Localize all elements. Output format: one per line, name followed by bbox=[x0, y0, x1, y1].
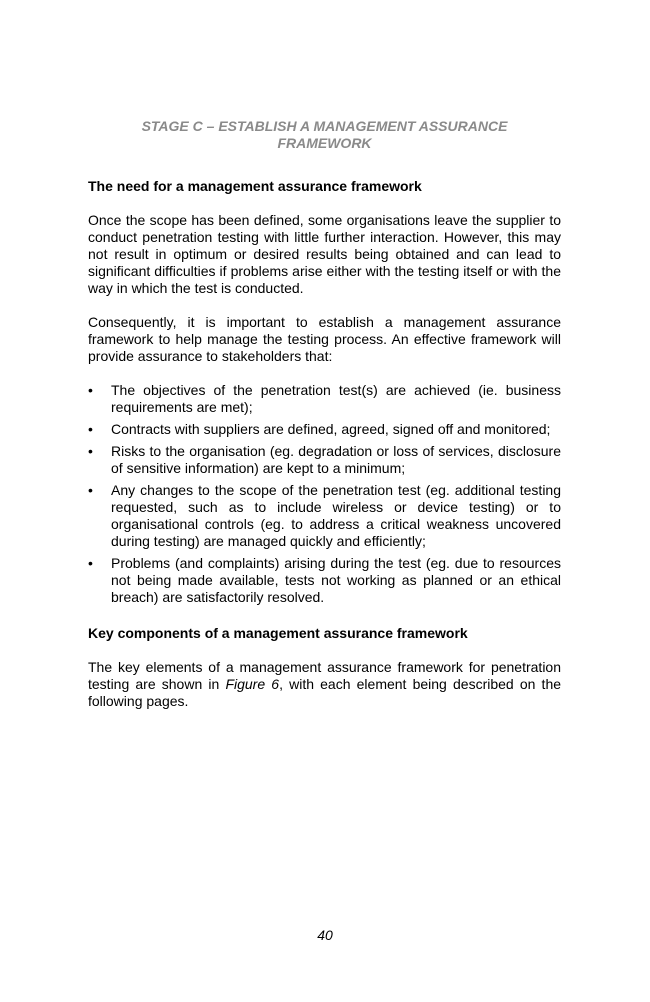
figure-reference: Figure 6 bbox=[225, 676, 280, 692]
list-item-text: Risks to the organisation (eg. degradation or loss of services, disclosure of sensitive information) are kept to a minimum; bbox=[111, 443, 561, 476]
key-elements-text-end: , with each element being described on the following pages. bbox=[88, 676, 562, 709]
bullet-icon: • bbox=[88, 555, 93, 571]
assurance-bullet-list bbox=[88, 382, 561, 606]
key-elements-text-start: The key elements of a management assurance framework for penetration testing are shown in bbox=[88, 659, 561, 692]
paragraph-key-elements bbox=[88, 659, 561, 710]
list-item-text: Any changes to the scope of the penetration test (eg. additional testing requested, such as to include wireless or device testing) or to organisational controls (eg. to address a critical weakness uncovered during testing) are managed quickly and efficiently; bbox=[111, 482, 561, 549]
stage-title-line2: FRAMEWORK bbox=[277, 135, 372, 151]
section-heading-key-components: Key components of a management assurance framework bbox=[88, 625, 468, 641]
page-number: 40 bbox=[317, 927, 333, 943]
paragraph-consequently: Consequently, it is important to establish a management assurance framework to help manage the testing process. An effective framework will provide assurance to stakeholders that: bbox=[88, 314, 561, 364]
list-item bbox=[88, 443, 561, 477]
list-item-text: Contracts with suppliers are defined, agreed, signed off and monitored; bbox=[111, 421, 551, 437]
list-item bbox=[88, 555, 561, 606]
list-item bbox=[88, 482, 561, 550]
stage-title-line1: STAGE C – ESTABLISH A MANAGEMENT ASSURANCE bbox=[141, 118, 508, 134]
bullet-icon: • bbox=[88, 421, 93, 437]
bullet-icon: • bbox=[88, 382, 93, 398]
stage-title bbox=[88, 118, 561, 152]
page-content bbox=[88, 118, 561, 710]
section-heading-need: The need for a management assurance framework bbox=[88, 178, 422, 194]
list-item-text: Problems (and complaints) arising during the test (eg. due to resources not being made available, tests not working as planned or an ethical breach) are satisfactorily resolved. bbox=[111, 555, 561, 605]
list-item-text: The objectives of the penetration test(s) are achieved (ie. business requirements are met); bbox=[111, 382, 561, 415]
bullet-icon: • bbox=[88, 482, 93, 498]
bullet-icon: • bbox=[88, 443, 93, 459]
list-item bbox=[88, 421, 561, 438]
list-item bbox=[88, 382, 561, 416]
paragraph-scope: Once the scope has been defined, some organisations leave the supplier to conduct penetration testing with little further interaction. However, this may not result in optimum or desired results being obtained and can lead to significant difficulties if problems arise either with the testing itself or with the way in which the test is conducted. bbox=[88, 212, 561, 296]
